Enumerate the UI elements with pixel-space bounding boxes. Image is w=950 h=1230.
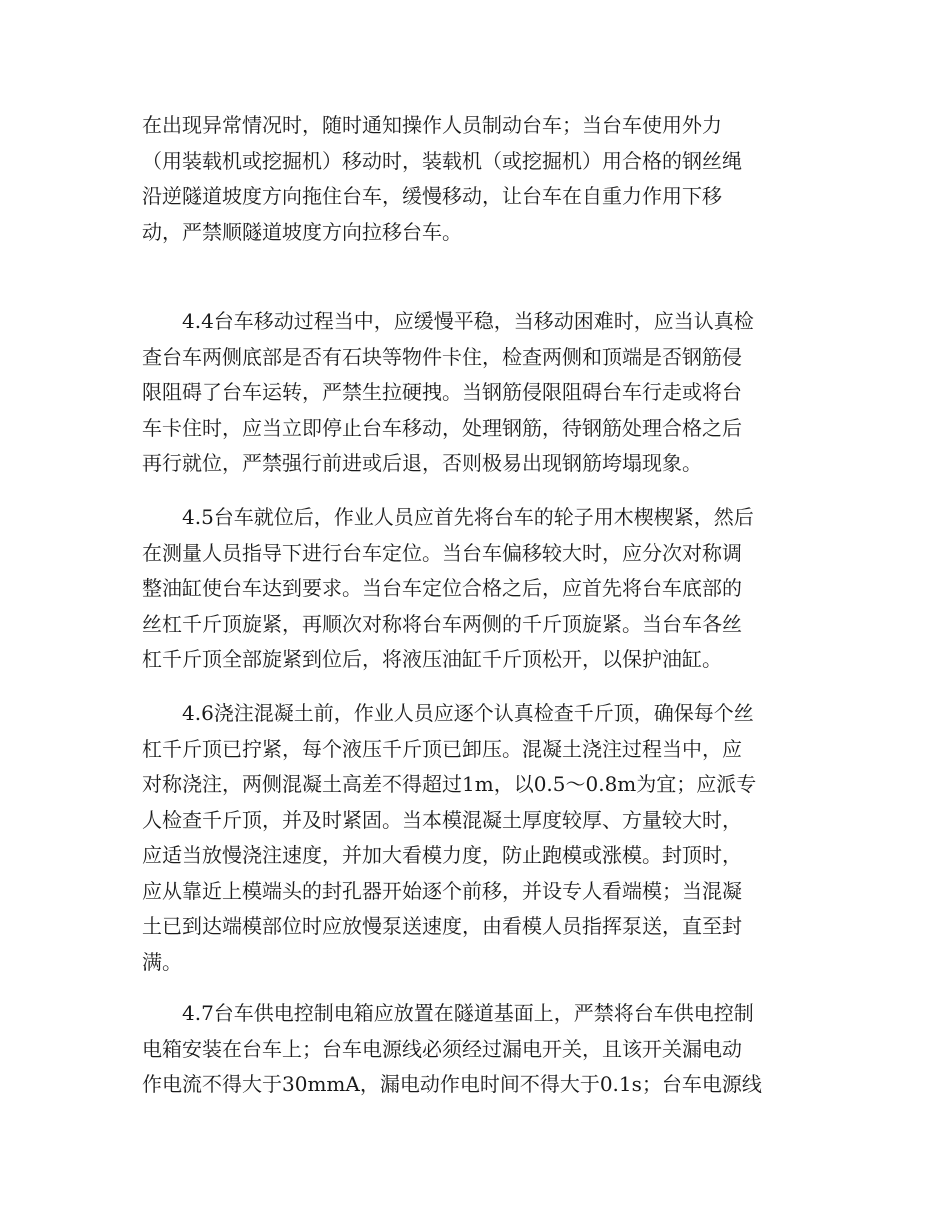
text-line: 杠千斤顶已拧紧，每个液压千斤顶已卸压。混凝土浇注过程当中，应 [142,736,742,761]
text-line: （用装载机或挖掘机）移动时，装载机（或挖掘机）用合格的钢丝绳 [142,148,742,173]
paragraph-continuation [142,108,812,250]
paragraph-4-4 [142,304,812,482]
text-line: 人检查千斤顶，并及时紧固。当本模混凝土厚度较厚、方量较大时， [142,807,742,832]
text-line: 作电流不得大于30mmA，漏电动作电时间不得大于0.1s；台车电源线 [142,1072,762,1096]
paragraph-4-7 [142,996,812,1103]
text-line: 沿逆隧道坡度方向拖住台车，缓慢移动，让台车在自重力作用下移 [142,184,722,208]
paragraph-4-5 [142,500,812,678]
text-line: 电箱安装在台车上；台车电源线必须经过漏电开关，且该开关漏电动 [142,1036,742,1061]
text-line: 4.7台车供电控制电箱应放置在隧道基面上，严禁将台车供电控制 [182,1001,754,1025]
text-line: 应适当放慢浇注速度，并加大看模力度，防止跑模或涨模。封顶时， [142,843,742,867]
text-line: 杠千斤顶全部旋紧到位后，将液压油缸千斤顶松开，以保护油缸。 [142,647,722,671]
text-line: 再行就位，严禁强行前进或后退，否则极易出现钢筋垮塌现象。 [142,451,702,475]
text-line: 土已到达端模部位时应放慢泵送速度，由看模人员指挥泵送，直至封 [142,914,742,938]
paragraph-4-6 [142,696,812,980]
text-line: 丝杠千斤顶旋紧，再顺次对称将台车两侧的千斤顶旋紧。当台车各丝 [142,611,742,636]
text-line: 4.6浇注混凝土前，作业人员应逐个认真检查千斤顶，确保每个丝 [182,701,754,725]
text-line: 在出现异常情况时，随时通知操作人员制动台车；当台车使用外力 [142,113,722,137]
text-line: 车卡住时，应当立即停止台车移动，处理钢筋，待钢筋处理合格之后 [142,415,742,440]
text-line: 整油缸使台车达到要求。当台车定位合格之后，应首先将台车底部的 [142,576,742,600]
text-line: 动，严禁顺隧道坡度方向拉移台车。 [142,219,462,244]
text-line: 应从靠近上模端头的封孔器开始逐个前移，并设专人看端模；当混凝 [142,878,742,903]
text-line: 4.5台车就位后，作业人员应首先将台车的轮子用木楔楔紧，然后 [182,505,754,529]
text-line: 限阻碍了台车运转，严禁生拉硬拽。当钢筋侵限阻碍台车行走或将台 [142,380,742,404]
text-line: 查台车两侧底部是否有石块等物件卡住，检查两侧和顶端是否钢筋侵 [142,344,742,369]
text-line: 4.4台车移动过程当中，应缓慢平稳，当移动困难时，应当认真检 [182,309,754,333]
text-line: 对称浇注，两侧混凝土高差不得超过1m，以0.5～0.8m为宜；应派专 [142,772,757,796]
text-line: 满。 [142,949,182,974]
text-line: 在测量人员指导下进行台车定位。当台车偏移较大时，应分次对称调 [142,540,742,565]
